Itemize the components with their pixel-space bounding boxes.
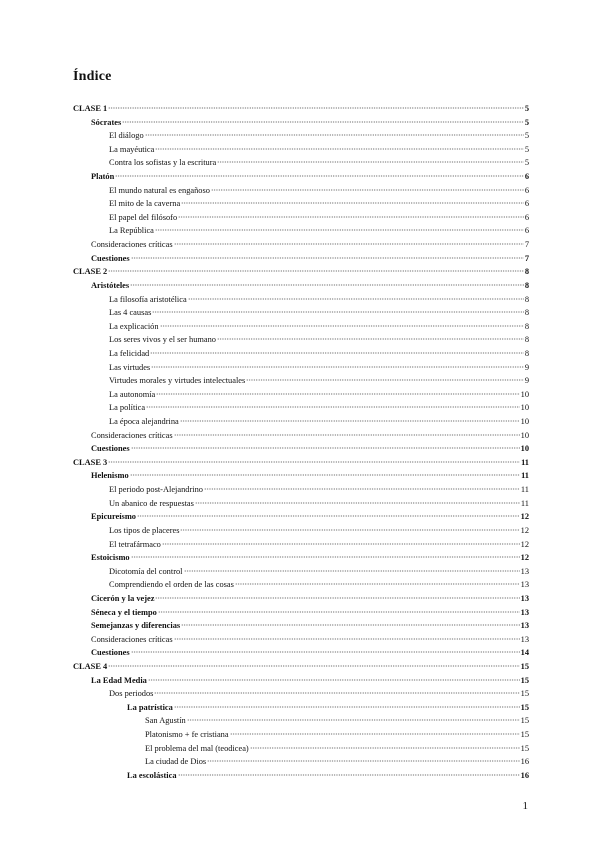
dot-leader (246, 379, 524, 381)
dot-leader (137, 515, 520, 517)
toc-entry-title: San Agustín (145, 716, 186, 726)
toc-entry-title: Helenismo (91, 471, 129, 481)
dot-leader (211, 189, 524, 191)
toc-entry-page: 13 (520, 593, 529, 603)
toc-entry-title: Cuestiones (91, 253, 130, 263)
toc-entry[interactable] (73, 320, 529, 334)
toc-entry[interactable] (73, 674, 529, 688)
dot-leader (174, 706, 520, 708)
toc-entry-title: Platonismo + fe cristiana (145, 730, 229, 740)
toc-entry[interactable] (73, 401, 529, 415)
toc-entry-page: 11 (520, 498, 529, 508)
toc-entry[interactable] (73, 374, 529, 388)
dot-leader (230, 733, 520, 735)
toc-entry-title: Las virtudes (109, 362, 151, 372)
toc-entry[interactable] (73, 714, 529, 728)
dot-leader (174, 243, 524, 245)
toc-entry[interactable] (73, 102, 529, 116)
toc-entry-page: 8 (524, 267, 529, 277)
dot-leader (250, 747, 520, 749)
toc-entry[interactable] (73, 415, 529, 429)
dot-leader (131, 257, 524, 259)
dot-leader (155, 148, 523, 150)
dot-leader (150, 352, 524, 354)
toc-entry-page: 5 (524, 117, 529, 127)
toc-entry-page: 5 (524, 131, 529, 141)
toc-entry-title: Cuestiones (91, 648, 130, 658)
toc-entry-title: La patrística (127, 702, 173, 712)
toc-entry-title: La mayéutica (109, 144, 155, 154)
toc-entry[interactable] (73, 497, 529, 511)
toc-entry-title: Las 4 causas (109, 308, 152, 318)
toc-entry-title: Virtudes morales y virtudes intelectuales (109, 376, 246, 386)
toc-entry-page: 8 (524, 308, 529, 318)
dot-leader (195, 502, 520, 504)
dot-leader (174, 434, 520, 436)
toc-entry-page: 15 (520, 716, 529, 726)
toc-entry-title: Los seres vivos y el ser humano (109, 335, 216, 345)
toc-entry[interactable] (73, 469, 529, 483)
toc-entry-page: 10 (520, 389, 529, 399)
toc-entry[interactable] (73, 660, 529, 674)
dot-leader (158, 611, 520, 613)
toc-entry-title: La felicidad (109, 348, 150, 358)
toc-entry-page: 5 (524, 158, 529, 168)
toc-entry-title: El periodo post-Alejandrino (109, 485, 203, 495)
toc-entry[interactable] (73, 551, 529, 565)
toc-entry[interactable] (73, 442, 529, 456)
toc-entry[interactable] (73, 769, 529, 783)
toc-entry-title: Consideraciones críticas (91, 634, 173, 644)
toc-entry-page: 15 (520, 743, 529, 753)
toc-entry-title: CLASE 3 (73, 457, 108, 467)
toc-entry-title: CLASE 2 (73, 267, 108, 277)
toc-entry[interactable] (73, 742, 529, 756)
toc-entry-title: Sócrates (91, 117, 122, 127)
toc-entry[interactable] (73, 388, 529, 402)
toc-entry-title: Epicureísmo (91, 512, 136, 522)
toc-entry[interactable] (73, 129, 529, 143)
toc-entry[interactable] (73, 211, 529, 225)
dot-leader (122, 121, 524, 123)
toc-entry[interactable] (73, 456, 529, 470)
dot-leader (180, 529, 519, 531)
toc-entry[interactable] (73, 429, 529, 443)
dot-leader (148, 679, 520, 681)
toc-entry-page: 8 (524, 321, 529, 331)
dot-leader (184, 570, 520, 572)
toc-entry[interactable] (73, 293, 529, 307)
toc-entry[interactable] (73, 755, 529, 769)
toc-entry[interactable] (73, 687, 529, 701)
dot-leader (130, 284, 524, 286)
toc-entry-page: 8 (524, 280, 529, 290)
toc-entry-title: La escolástica (127, 770, 177, 780)
toc-entry[interactable] (73, 361, 529, 375)
toc-entry-page: 10 (520, 417, 529, 427)
toc-entry-page: 12 (520, 525, 529, 535)
page-number: 1 (522, 800, 528, 812)
toc-entry-page: 8 (524, 348, 529, 358)
toc-entry-page: 6 (524, 212, 529, 222)
dot-leader (115, 175, 524, 177)
toc-entry-page: 14 (520, 648, 529, 658)
toc-entry-title: Contra los sofistas y la escritura (109, 158, 217, 168)
toc-entry[interactable] (73, 265, 529, 279)
toc-entry-page: 10 (520, 444, 529, 454)
toc-entry-title: Comprendiendo el orden de las cosas (109, 580, 234, 590)
toc-entry[interactable] (73, 306, 529, 320)
toc-entry[interactable] (73, 184, 529, 198)
toc-entry-page: 8 (524, 294, 529, 304)
toc-entry-page: 5 (524, 104, 529, 113)
dot-leader (155, 229, 524, 231)
toc-entry[interactable] (73, 578, 529, 592)
dot-leader (152, 311, 523, 313)
dot-leader (156, 393, 519, 395)
toc-entry-page: 12 (520, 512, 529, 522)
toc-entry[interactable] (73, 619, 529, 633)
toc-entry[interactable] (73, 224, 529, 238)
toc-entry-page: 9 (524, 376, 529, 386)
dot-leader (155, 597, 519, 599)
toc-entry-title: Aristóteles (91, 280, 130, 290)
toc-entry-page: 11 (521, 457, 529, 467)
toc-entry[interactable] (73, 143, 529, 157)
toc-entry[interactable] (73, 646, 529, 660)
dot-leader (181, 202, 524, 204)
toc-entry[interactable] (73, 116, 529, 130)
dot-leader (108, 461, 520, 463)
toc-entry[interactable] (73, 701, 529, 715)
toc-entry-title: La política (109, 403, 146, 413)
toc-entry-page: 8 (524, 335, 529, 345)
toc-entry-title: La ciudad de Dios (145, 757, 207, 767)
toc-entry-page: 12 (520, 539, 529, 549)
toc-entry-page: 16 (520, 757, 529, 767)
toc-entry-title: Los tipos de placeres (109, 525, 180, 535)
dot-leader (160, 325, 524, 327)
toc-entry-page: 15 (520, 689, 529, 699)
dot-leader (181, 624, 519, 626)
toc-entry-page: 13 (520, 580, 529, 590)
toc-entry[interactable] (73, 197, 529, 211)
toc-entry-title: La filosofía aristotélica (109, 294, 187, 304)
toc-entry-page: 6 (524, 226, 529, 236)
table-of-contents (73, 102, 529, 782)
dot-leader (217, 338, 524, 340)
dot-leader (108, 270, 524, 272)
dot-leader (207, 760, 519, 762)
dot-leader (235, 583, 520, 585)
toc-entry-page: 6 (524, 172, 529, 182)
toc-entry-page: 15 (520, 661, 529, 671)
toc-entry[interactable] (73, 510, 529, 524)
toc-entry-title: Dos periodos (109, 689, 154, 699)
dot-leader (204, 488, 520, 490)
toc-entry-page: 9 (524, 362, 529, 372)
toc-entry-title: CLASE 1 (73, 104, 108, 113)
dot-leader (187, 719, 520, 721)
toc-entry-title: Estoicismo (91, 553, 130, 563)
toc-entry[interactable] (73, 170, 529, 184)
dot-leader (131, 447, 520, 449)
toc-entry-title: El papel del filósofo (109, 212, 178, 222)
toc-entry[interactable] (73, 156, 529, 170)
toc-entry-title: La explicación (109, 321, 159, 331)
toc-entry-page: 11 (521, 471, 529, 481)
document-title: Índice (73, 69, 112, 84)
dot-leader (130, 474, 520, 476)
toc-entry-title: La República (109, 226, 154, 236)
toc-entry-title: La autonomía (109, 389, 156, 399)
toc-entry[interactable] (73, 728, 529, 742)
toc-entry-page: 6 (524, 199, 529, 209)
dot-leader (145, 134, 524, 136)
dot-leader (151, 366, 524, 368)
toc-entry-title: El mundo natural es engañoso (109, 185, 210, 195)
toc-entry-page: 7 (524, 240, 529, 250)
toc-entry-title: Semejanzas y diferencias (91, 621, 181, 631)
toc-entry-page: 13 (520, 621, 529, 631)
dot-leader (217, 161, 524, 163)
toc-entry[interactable] (73, 606, 529, 620)
toc-entry-page: 6 (524, 185, 529, 195)
toc-entry-title: El problema del mal (teodicea) (145, 743, 249, 753)
toc-entry[interactable] (73, 238, 529, 252)
toc-entry[interactable] (73, 252, 529, 266)
toc-entry-title: CLASE 4 (73, 661, 108, 671)
toc-entry-title: La Edad Media (91, 675, 147, 685)
toc-entry-title: La época alejandrina (109, 417, 179, 427)
toc-entry-page: 15 (520, 702, 529, 712)
dot-leader (146, 406, 520, 408)
toc-entry-page: 16 (520, 770, 529, 780)
toc-entry-page: 10 (520, 430, 529, 440)
toc-entry-title: Consideraciones críticas (91, 240, 173, 250)
toc-entry-page: 15 (520, 675, 529, 685)
toc-entry-page: 10 (520, 403, 529, 413)
dot-leader (131, 556, 520, 558)
toc-entry-page: 11 (520, 485, 529, 495)
dot-leader (178, 774, 520, 776)
toc-entry-page: 5 (524, 144, 529, 154)
dot-leader (154, 692, 519, 694)
toc-entry-title: Platón (91, 172, 115, 182)
dot-leader (178, 216, 524, 218)
toc-entry-page: 7 (524, 253, 529, 263)
toc-entry[interactable] (73, 347, 529, 361)
toc-entry-title: Dicotomía del control (109, 566, 183, 576)
toc-entry-title: Cicerón y la vejez (91, 593, 155, 603)
toc-entry[interactable] (73, 538, 529, 552)
toc-entry-page: 13 (520, 566, 529, 576)
toc-entry-page: 15 (520, 730, 529, 740)
toc-entry-title: Consideraciones críticas (91, 430, 173, 440)
dot-leader (162, 543, 520, 545)
dot-leader (180, 420, 520, 422)
toc-entry-title: El mito de la caverna (109, 199, 181, 209)
dot-leader (131, 651, 520, 653)
toc-entry-page: 12 (520, 553, 529, 563)
toc-entry-title: Cuestiones (91, 444, 130, 454)
toc-entry-page: 13 (520, 634, 529, 644)
toc-entry[interactable] (73, 592, 529, 606)
toc-entry[interactable] (73, 633, 529, 647)
toc-entry-page: 13 (520, 607, 529, 617)
dot-leader (188, 298, 524, 300)
toc-entry[interactable] (73, 333, 529, 347)
dot-leader (108, 665, 519, 667)
toc-entry[interactable] (73, 524, 529, 538)
dot-leader (174, 638, 520, 640)
toc-entry[interactable] (73, 279, 529, 293)
toc-entry-title: Un abanico de respuestas (109, 498, 194, 508)
dot-leader (108, 107, 524, 109)
toc-entry-title: El diálogo (109, 131, 144, 141)
toc-entry[interactable] (73, 565, 529, 579)
toc-entry-title: El tetrafármaco (109, 539, 161, 549)
toc-entry-title: Séneca y el tiempo (91, 607, 157, 617)
toc-entry[interactable] (73, 483, 529, 497)
